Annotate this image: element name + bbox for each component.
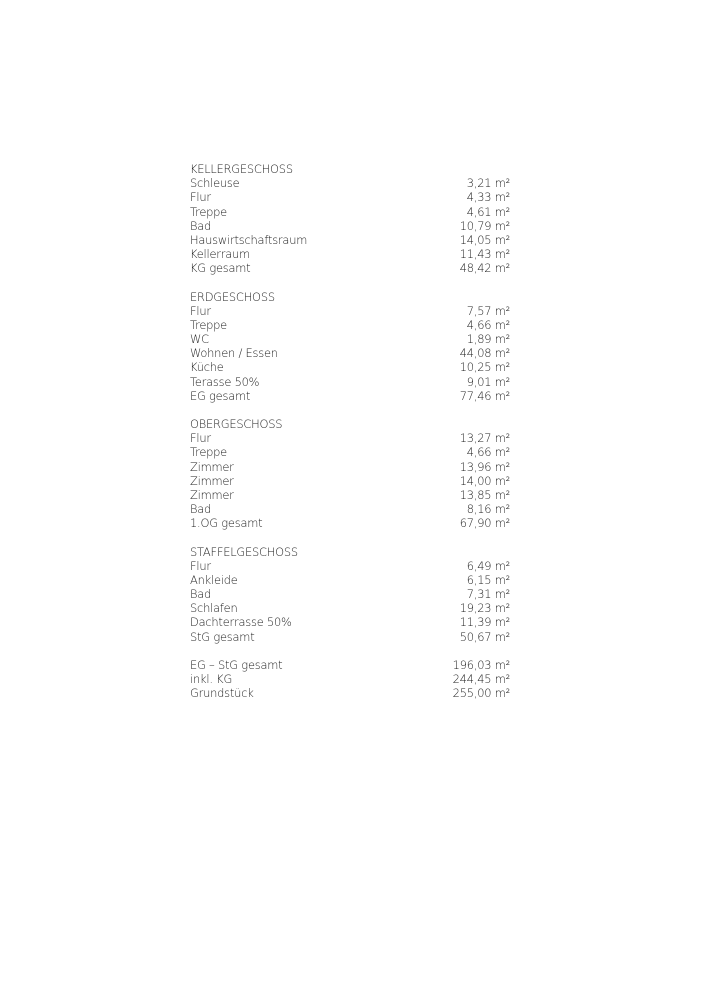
room-area: 6,15 m² (466, 572, 510, 587)
room-area: 13,96 m² (459, 459, 510, 474)
room-label: Zimmer (190, 459, 234, 474)
room-area: 67,90 m² (459, 516, 510, 531)
area-row (190, 672, 510, 686)
area-row (190, 615, 510, 629)
room-area: 13,27 m² (459, 431, 510, 446)
room-label: KG gesamt (190, 261, 251, 276)
room-area: 4,61 m² (466, 204, 510, 219)
room-area: 244,45 m² (452, 672, 510, 686)
area-row (190, 304, 510, 318)
area-row (190, 190, 510, 204)
room-label: Bad (190, 218, 212, 233)
room-area: 9,01 m² (466, 374, 510, 389)
room-area: 13,85 m² (459, 487, 510, 502)
room-label: Ankleide (190, 572, 238, 587)
area-row (190, 176, 510, 190)
room-label: Zimmer (190, 487, 234, 502)
room-label: Bad (190, 502, 212, 517)
area-row (190, 233, 510, 247)
area-row (190, 516, 510, 530)
area-row (190, 630, 510, 644)
area-row (190, 488, 510, 502)
floor-section (190, 658, 510, 701)
section-heading: OBERGESCHOSS (190, 417, 283, 431)
area-row (190, 247, 510, 261)
room-area: 11,39 m² (459, 615, 510, 630)
area-row (190, 219, 510, 233)
room-label: Bad (190, 587, 212, 602)
area-row (190, 559, 510, 573)
area-row (190, 332, 510, 346)
room-label: EG gesamt (190, 388, 251, 403)
area-row (190, 261, 510, 275)
room-area: 7,57 m² (466, 303, 510, 318)
room-label: Grundstück (190, 686, 254, 701)
room-area: 44,08 m² (459, 346, 510, 361)
floor-section (190, 417, 510, 531)
area-row (190, 601, 510, 615)
area-row (190, 460, 510, 474)
area-row (190, 389, 510, 403)
section-heading: KELLERGESCHOSS (190, 162, 293, 176)
room-area: 10,25 m² (459, 360, 510, 375)
room-area: 50,67 m² (459, 629, 510, 644)
area-row (190, 658, 510, 672)
section-heading: ERDGESCHOSS (190, 289, 275, 304)
floor-section (190, 162, 510, 276)
room-label: StG gesamt (190, 629, 255, 644)
room-label: Schleuse (190, 176, 240, 191)
room-label: EG – StG gesamt (190, 657, 283, 672)
area-row (190, 346, 510, 360)
room-area: 255,00 m² (452, 686, 510, 701)
room-label: Flur (190, 303, 211, 318)
room-area: 77,46 m² (459, 388, 510, 403)
area-row (190, 318, 510, 332)
area-row (190, 502, 510, 516)
area-row (190, 431, 510, 445)
room-area: 3,21 m² (466, 176, 510, 191)
room-area: 7,31 m² (466, 587, 510, 602)
room-label: Flur (190, 558, 211, 573)
area-row (190, 360, 510, 374)
area-row (190, 205, 510, 219)
room-label: Flur (190, 190, 211, 205)
room-area: 196,03 m² (452, 657, 510, 672)
floor-section (190, 290, 510, 404)
room-area: 4,66 m² (466, 445, 510, 460)
room-label: Flur (190, 431, 211, 446)
room-label: WC (190, 332, 209, 347)
room-area: 11,43 m² (459, 247, 510, 262)
room-label: 1.OG gesamt (190, 516, 263, 531)
room-area: 14,00 m² (459, 473, 510, 488)
room-area: 48,42 m² (459, 261, 510, 276)
room-label: Dachterrasse 50% (190, 615, 292, 630)
area-row (190, 474, 510, 488)
room-area: 8,16 m² (466, 502, 510, 517)
room-label: Kellerraum (190, 247, 250, 262)
room-area: 4,66 m² (466, 317, 510, 332)
area-schedule (190, 162, 510, 714)
area-row (190, 587, 510, 601)
room-area: 10,79 m² (459, 218, 510, 233)
room-label: Zimmer (190, 473, 234, 488)
room-label: Küche (190, 360, 224, 375)
section-heading: STAFFELGESCHOSS (190, 544, 298, 559)
room-area: 6,49 m² (466, 558, 510, 573)
room-label: Treppe (190, 317, 227, 332)
area-row (190, 573, 510, 587)
area-row (190, 375, 510, 389)
room-area: 14,05 m² (459, 232, 510, 247)
area-row (190, 445, 510, 459)
area-sections (190, 162, 510, 700)
room-label: Schlafen (190, 601, 238, 616)
room-area: 4,33 m² (466, 190, 510, 205)
room-area: 1,89 m² (466, 332, 510, 347)
room-label: Wohnen / Essen (190, 346, 278, 361)
room-label: Terasse 50% (190, 374, 260, 389)
room-label: inkl. KG (190, 672, 233, 686)
floor-section (190, 545, 510, 644)
area-row (190, 686, 510, 700)
room-label: Treppe (190, 445, 227, 460)
room-label: Treppe (190, 204, 227, 219)
room-label: Hauswirtschaftsraum (190, 232, 308, 247)
room-area: 19,23 m² (459, 601, 510, 616)
